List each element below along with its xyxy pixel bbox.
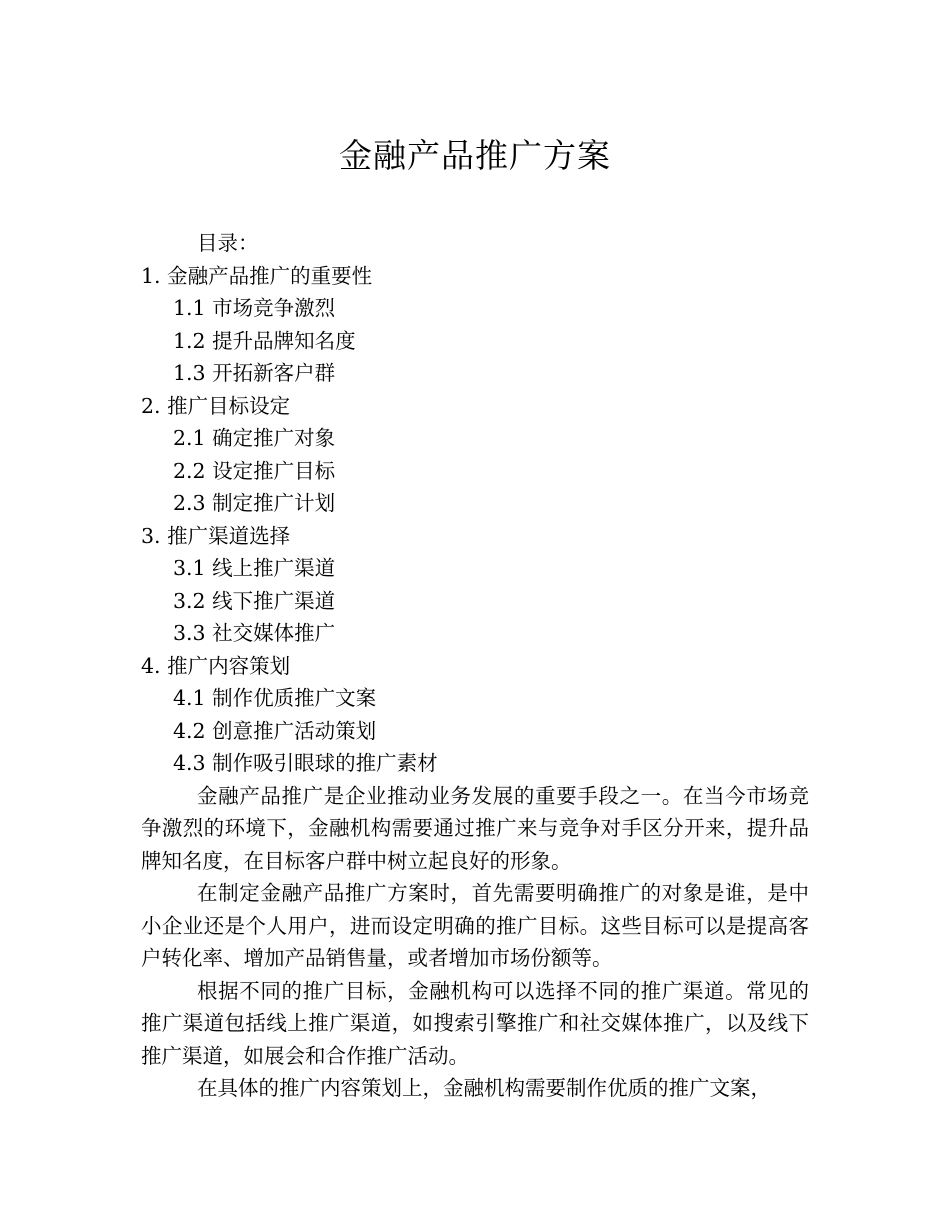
body-paragraph: 在具体的推广内容策划上，金融机构需要制作优质的推广文案，	[197, 1076, 771, 1100]
toc-item: 3. 推广渠道选择	[141, 523, 291, 548]
toc-item: 2. 推广目标设定	[141, 393, 291, 418]
toc-subitem: 4.2 创意推广活动策划	[173, 718, 377, 743]
toc-subitem: 2.2 设定推广目标	[173, 458, 336, 483]
toc-item: 4. 推广内容策划	[141, 653, 291, 678]
toc-subitem: 3.3 社交媒体推广	[173, 621, 336, 645]
toc-subitem: 1.2 提升品牌知名度	[173, 328, 356, 353]
body-text	[141, 780, 809, 1105]
toc-subitem: 3.2 线下推广渠道	[173, 588, 336, 613]
toc-item: 1. 金融产品推广的重要性	[141, 263, 373, 288]
body-paragraph: 金融产品推广是企业推动业务发展的重要手段之一。在当今市场竞争激烈的环境下，金融机构需要通过推广来与竞争对手区分开来，提升品牌知名度，在目标客户群中树立起良好的形象。	[141, 783, 809, 873]
toc-section	[141, 650, 809, 780]
toc-subitem: 2.1 确定推广对象	[173, 426, 336, 450]
toc-subitem: 4.3 制作吸引眼球的推广素材	[173, 751, 438, 775]
document-title: 金融产品推广方案	[339, 136, 611, 175]
toc-list	[141, 260, 809, 780]
toc-section	[141, 520, 809, 650]
toc-subitem: 1.3 开拓新客户群	[173, 361, 336, 385]
document-body	[141, 227, 809, 1105]
toc-section	[141, 390, 809, 520]
toc-section	[141, 260, 809, 390]
body-paragraph: 根据不同的推广目标，金融机构可以选择不同的推广渠道。常见的推广渠道包括线上推广渠道，如搜索引擎推广和社交媒体推广，以及线下推广渠道，如展会和合作推广活动。	[141, 978, 809, 1068]
toc-subitem: 1.1 市场竞争激烈	[173, 296, 336, 320]
body-paragraph: 在制定金融产品推广方案时，首先需要明确推广的对象是谁，是中小企业还是个人用户，进而设定明确的推广目标。这些目标可以是提高客户转化率、增加产品销售量，或者增加市场份额等。	[141, 881, 809, 970]
toc-label: 目录：	[197, 231, 259, 255]
toc-subitem: 2.3 制定推广计划	[173, 491, 336, 515]
toc-subitem: 3.1 线上推广渠道	[173, 556, 336, 580]
toc-subitem: 4.1 制作优质推广文案	[173, 686, 377, 710]
